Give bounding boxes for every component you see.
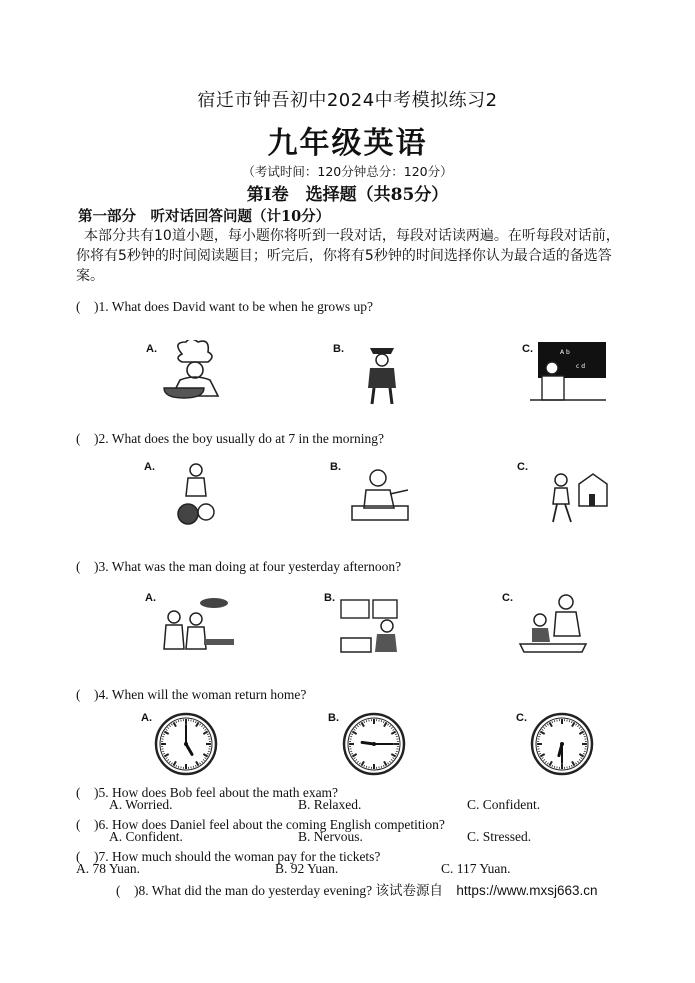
instructions: 本部分共有10道小题，每小题你将听到一段对话，每段对话读两遍。在听每段对话前，你将有5秒钟的时间阅读题目；听完后，你将有5秒钟的时间选择你认为最合适的备选答案。 <box>76 228 620 284</box>
clock-tick <box>543 727 544 728</box>
clock-tick <box>357 761 358 762</box>
clock-tick <box>391 759 392 760</box>
clock-tick <box>171 724 172 726</box>
clock-tick <box>364 721 365 723</box>
clock-tick <box>366 720 367 722</box>
clock-tick <box>352 754 356 757</box>
question-5: ( )5. How does Bob feel about the math exam? <box>76 785 339 800</box>
clock-tick <box>396 736 398 737</box>
option-2a-label: A. <box>144 461 155 473</box>
clock-tick <box>384 722 387 726</box>
clock-tick <box>538 751 540 752</box>
clock-tick <box>359 763 360 765</box>
svg-text:A b: A b <box>560 349 570 356</box>
clock-tick <box>176 721 177 723</box>
clock-tick <box>351 753 353 754</box>
clock-tick <box>205 729 207 730</box>
option-3b-label: B. <box>324 592 335 604</box>
clock-tick <box>164 754 168 757</box>
clock-tick <box>354 758 356 759</box>
clock-tick <box>388 724 389 726</box>
option-6a: A. Confident. <box>109 829 183 844</box>
question-3: ( )3. What was the man doing at four yesterday afternoon? <box>76 559 402 574</box>
clock-tick <box>366 766 367 768</box>
clock-tick <box>196 722 199 726</box>
clock-tick <box>577 761 578 762</box>
clock-tick <box>581 758 583 759</box>
question-4: ( )4. When will the woman return home? <box>76 687 307 702</box>
clock-tick <box>545 761 546 762</box>
clock-tick <box>389 725 390 726</box>
clock-tick <box>540 754 544 757</box>
clock-tick <box>538 736 540 737</box>
clock-tick <box>539 753 541 754</box>
clock-tick <box>542 758 544 759</box>
clock-tick <box>395 753 397 754</box>
clock-tick <box>569 766 570 768</box>
clock-tick <box>355 759 356 760</box>
clock-tick <box>169 725 170 726</box>
surgery-picture <box>158 595 238 657</box>
clock-tick <box>540 732 544 735</box>
clock-tick <box>162 751 164 752</box>
question-8-text: ( )8. What did the man do yesterday evening? 该试卷源自 <box>116 883 444 898</box>
clock-tick <box>203 754 207 757</box>
clock-tick <box>362 761 365 765</box>
clock-center <box>372 742 376 746</box>
clock-tick <box>539 734 541 735</box>
clock-b <box>342 712 406 776</box>
clock-tick <box>576 763 577 765</box>
clock-tick <box>577 725 578 726</box>
option-7c: C. 117 Yuan. <box>441 861 511 876</box>
clock-tick <box>359 724 360 726</box>
clock-tick <box>354 729 356 730</box>
clock-tick <box>350 751 352 752</box>
clock-tick <box>355 727 356 728</box>
cycling-picture <box>176 462 216 528</box>
clock-tick <box>552 765 553 767</box>
clock-tick <box>543 759 544 760</box>
option-3a-label: A. <box>145 592 156 604</box>
question-8 <box>116 879 597 899</box>
clock-tick <box>389 761 390 762</box>
option-6c: C. Stressed. <box>467 829 532 844</box>
clock-tick <box>571 765 572 767</box>
clock-tick <box>350 736 352 737</box>
clock-tick <box>554 720 555 722</box>
option-1a-label: A. <box>146 343 157 355</box>
clock-tick <box>393 729 395 730</box>
clock-tick <box>195 765 196 767</box>
clock-tick <box>554 766 555 768</box>
option-5a: A. Worried. <box>109 797 173 812</box>
clock-tick <box>352 732 356 735</box>
clock-center <box>560 742 564 746</box>
part-heading: 第一部分 听对话回答问题（计10分） <box>78 208 331 225</box>
clock-tick <box>208 751 210 752</box>
option-2b-label: B. <box>330 461 341 473</box>
clock-tick <box>203 727 204 728</box>
clock-tick <box>163 753 165 754</box>
clock-tick <box>396 751 398 752</box>
option-7b: B. 92 Yuan. <box>275 861 339 876</box>
clock-tick <box>552 721 553 723</box>
clock-tick <box>178 766 179 768</box>
clock-tick <box>201 725 202 726</box>
option-5b: B. Relaxed. <box>298 797 362 812</box>
clock-tick <box>547 724 548 726</box>
bed-picture <box>350 466 410 524</box>
question-6: ( )6. How does Daniel feel about the coming English competition? <box>76 817 445 832</box>
walking-to-school-picture <box>545 466 609 526</box>
clock-tick <box>383 721 384 723</box>
clock-tick <box>166 758 168 759</box>
exam-info: （考试时间：120分钟总分：120分） <box>242 164 453 179</box>
source-link[interactable]: https://www.mxsj663.cn <box>456 883 598 898</box>
clock-tick <box>167 759 168 760</box>
clock-tick <box>391 732 395 735</box>
clock-tick <box>571 721 572 723</box>
clock-tick <box>388 763 389 765</box>
clock-tick <box>572 761 575 765</box>
clock-tick <box>584 736 586 737</box>
clock-tick <box>381 720 382 722</box>
clock-tick <box>207 734 209 735</box>
clock-tick <box>203 759 204 760</box>
question-1: ( )1. What does David want to be when he grows up? <box>76 299 374 314</box>
clock-tick <box>576 724 577 726</box>
clock-tick <box>395 734 397 735</box>
clock-tick <box>364 765 365 767</box>
clock-tick <box>579 754 583 757</box>
chef-picture <box>160 340 230 402</box>
svg-text:c d: c d <box>576 363 586 370</box>
clock-tick <box>176 765 177 767</box>
clock-tick <box>207 753 209 754</box>
clock-tick <box>569 720 570 722</box>
clock-tick <box>193 720 194 722</box>
option-5c: C. Confident. <box>467 797 541 812</box>
clock-tick <box>351 734 353 735</box>
clock-tick <box>201 761 202 762</box>
option-6b: B. Nervous. <box>298 829 363 844</box>
clock-tick <box>393 758 395 759</box>
clock-tick <box>362 722 365 726</box>
clock-tick <box>384 761 387 765</box>
clock-tick <box>391 727 392 728</box>
clock-tick <box>391 754 395 757</box>
clock-tick <box>174 722 177 726</box>
page-title: 九年级英语 <box>267 126 428 161</box>
helping-student-picture <box>518 592 588 656</box>
option-4c-label: C. <box>516 712 527 724</box>
option-4b-label: B. <box>328 712 339 724</box>
option-3c-label: C. <box>502 592 513 604</box>
clock-tick <box>208 736 210 737</box>
clock-tick <box>583 734 585 735</box>
clock-tick <box>547 763 548 765</box>
clock-tick <box>166 729 168 730</box>
clock-tick <box>163 734 165 735</box>
clock-tick <box>583 753 585 754</box>
option-2c-label: C. <box>517 461 528 473</box>
clock-tick <box>200 763 201 765</box>
clock-tick <box>169 761 170 762</box>
option-4a-label: A. <box>141 712 152 724</box>
clock-tick <box>579 727 580 728</box>
clock-tick <box>196 761 199 765</box>
clock-tick <box>550 722 553 726</box>
clock-tick <box>381 766 382 768</box>
volume-heading: 第Ⅰ卷 选择题（共85分） <box>246 185 449 205</box>
clock-tick <box>542 729 544 730</box>
clock-center <box>184 742 188 746</box>
clock-tick <box>579 759 580 760</box>
teacher-picture <box>528 340 610 402</box>
option-1b-label: B. <box>333 343 344 355</box>
clock-tick <box>167 727 168 728</box>
meeting-picture <box>337 598 405 656</box>
question-2: ( )2. What does the boy usually do at 7 in the morning? <box>76 431 384 446</box>
clock-tick <box>581 729 583 730</box>
clock-tick <box>383 765 384 767</box>
clock-tick <box>162 736 164 737</box>
clock-c <box>530 712 594 776</box>
clock-tick <box>545 725 546 726</box>
clock-a <box>154 712 218 776</box>
option-1c-label: C. <box>522 343 533 355</box>
police-picture <box>360 338 404 406</box>
clock-tick <box>572 722 575 726</box>
clock-tick <box>579 732 583 735</box>
clock-tick <box>357 725 358 726</box>
clock-tick <box>164 732 168 735</box>
clock-tick <box>550 761 553 765</box>
clock-tick <box>195 721 196 723</box>
clock-tick <box>203 732 207 735</box>
clock-tick <box>193 766 194 768</box>
clock-tick <box>174 761 177 765</box>
question-7: ( )7. How much should the woman pay for the tickets? <box>76 849 381 864</box>
clock-tick <box>200 724 201 726</box>
clock-tick <box>178 720 179 722</box>
clock-tick <box>205 758 207 759</box>
clock-tick <box>584 751 586 752</box>
option-7a: A. 78 Yuan. <box>76 861 140 876</box>
clock-tick <box>171 763 172 765</box>
school-title: 宿迁市钟吾初中2024中考模拟练习2 <box>197 90 498 111</box>
